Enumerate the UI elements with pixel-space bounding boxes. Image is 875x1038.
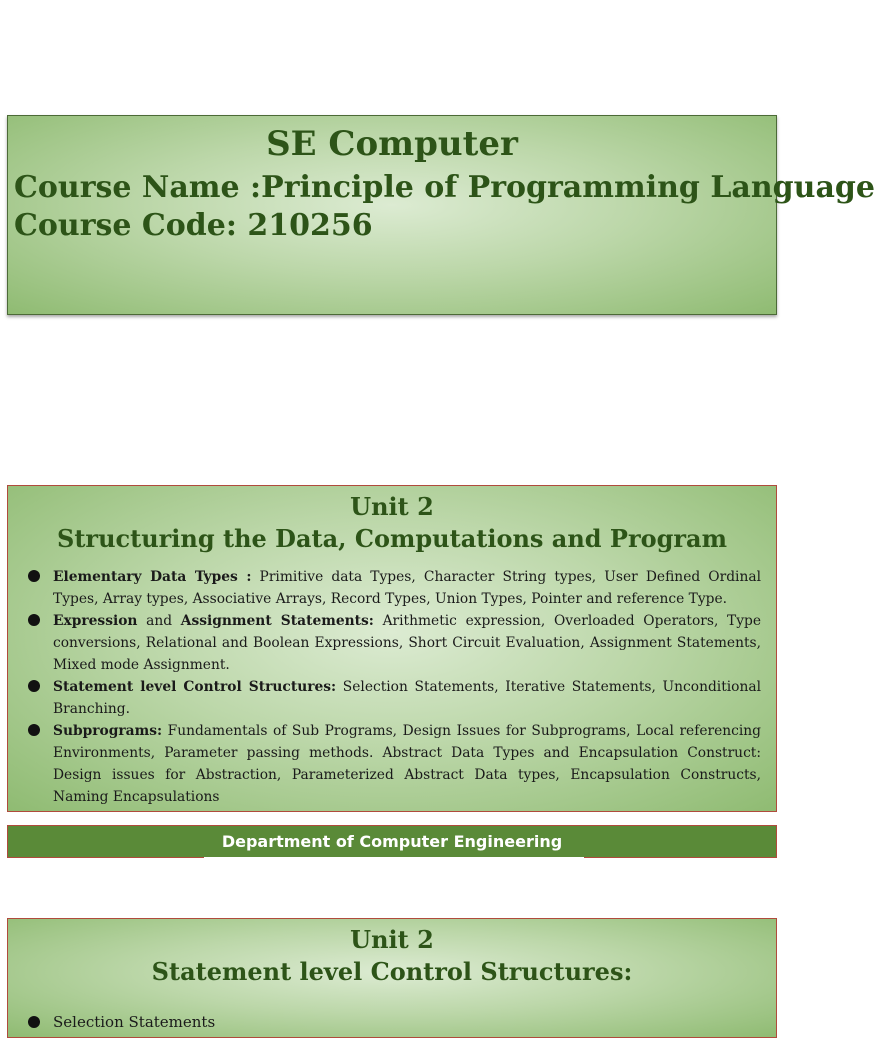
unit-label: Unit 2: [350, 925, 434, 954]
title-slide: [7, 115, 875, 315]
statement-list: [28, 1011, 215, 1033]
bullet-icon: [28, 614, 40, 626]
topic-text: and: [137, 613, 181, 629]
topic-item: [28, 720, 761, 808]
topic-text: Fundamentals of Sub Programs, Design Issues for Subprograms, Local referencing Environments, Parameter passing methods. Abstract Data Types and Encapsulation Construct: Design issues for Abstraction, Parameterized Abstract Data types, Encapsulation Constructs, Naming Encapsulations: [53, 723, 761, 805]
department-label: Department of Computer Engineering: [221, 832, 563, 851]
topic-text: Primitive data Types, Character String types, User Defined Ordinal Types, Array types, Associative Arrays, Record Types, Union Types, Pointer and reference Type.: [53, 569, 761, 607]
unit-slide: [7, 485, 777, 812]
course-name: Course Name :Principle of Programming Language: [14, 170, 875, 205]
banner-underline: [204, 857, 584, 859]
control-structures-slide: [7, 918, 777, 1038]
bullet-icon: [28, 680, 40, 692]
course-code: Course Code: 210256: [14, 208, 373, 243]
topic-term: Subprograms:: [53, 723, 163, 739]
topic-term: Elementary Data Types :: [53, 569, 252, 585]
list-item-label: Selection Statements: [53, 1013, 216, 1031]
topic-term: Assignment Statements:: [180, 613, 374, 629]
slide-title: SE Computer: [266, 124, 518, 164]
topic-list: [28, 566, 761, 808]
topic-item: [28, 566, 761, 610]
department-banner: [7, 825, 777, 858]
list-item: [28, 1011, 215, 1033]
topic-text: Arithmetic expression, Overloaded Operators, Type conversions, Relational and Boolean Expressions, Short Circuit Evaluation, Assignment Statements, Mixed mode Assignment.: [53, 613, 762, 673]
bullet-icon: [28, 570, 40, 582]
unit-heading: Statement level Control Structures:: [151, 957, 633, 986]
topic-term: Expression: [53, 613, 138, 629]
topic-item: [28, 676, 761, 720]
bullet-icon: [28, 1016, 40, 1028]
bullet-icon: [28, 724, 40, 736]
unit-label: Unit 2: [350, 492, 434, 521]
topic-item: [28, 610, 761, 676]
topic-text: Selection Statements, Iterative Statements, Unconditional Branching.: [53, 679, 761, 717]
topic-term: Statement level Control Structures:: [53, 679, 337, 695]
unit-heading: Structuring the Data, Computations and Program: [57, 524, 727, 553]
